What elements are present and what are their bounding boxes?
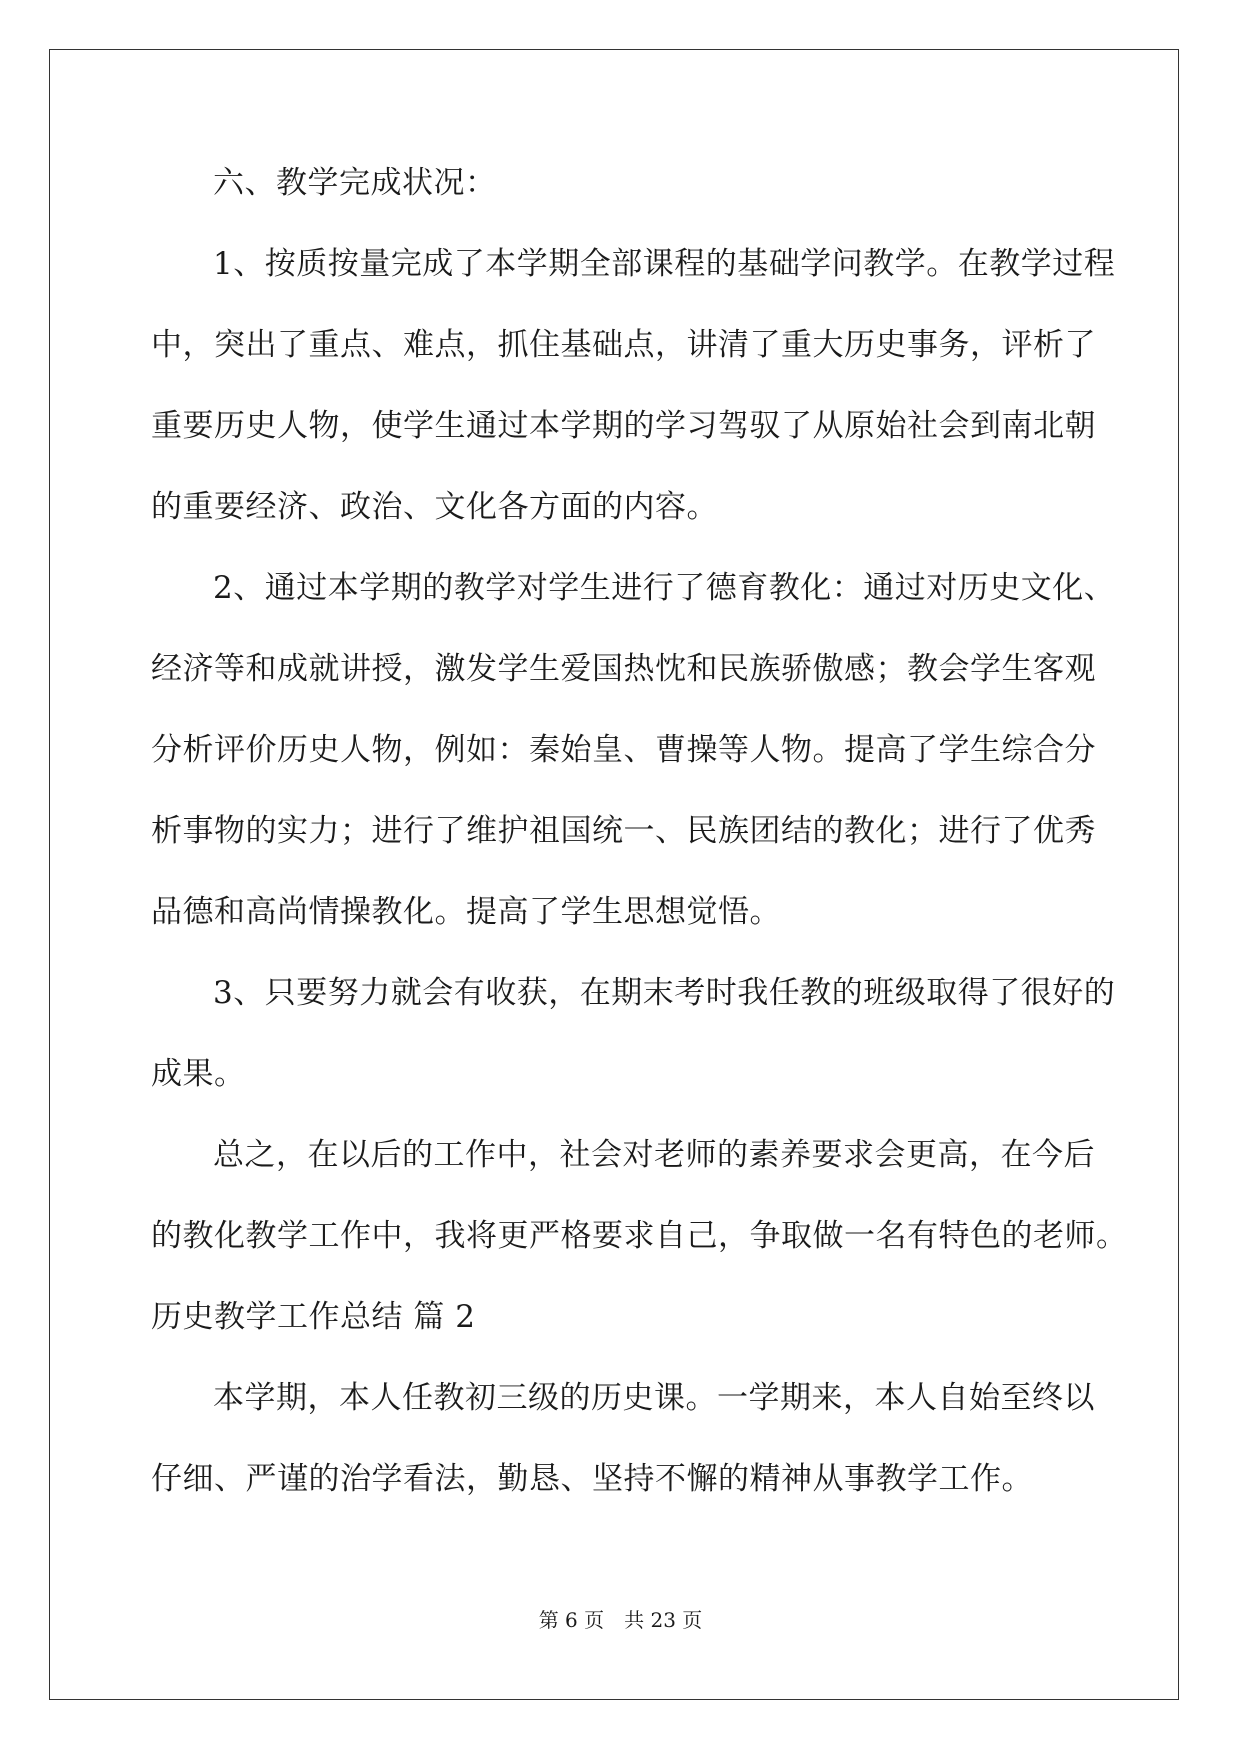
body-line: 分析评价历史人物，例如：秦始皇、曹操等人物。提高了学生综合分 <box>151 732 1096 768</box>
body-line: 经济等和成就讲授，激发学生爱国热忱和民族骄傲感；教会学生客观 <box>151 651 1096 687</box>
section-heading: 历史教学工作总结 篇 2 <box>151 1299 476 1335</box>
body-line: 的重要经济、政治、文化各方面的内容。 <box>151 489 718 525</box>
body-line: 的教化教学工作中，我将更严格要求自己，争取做一名有特色的老师。 <box>151 1218 1128 1254</box>
body-line: 析事物的实力；进行了维护祖国统一、民族团结的教化；进行了优秀 <box>151 813 1096 849</box>
body-line: 2、通过本学期的教学对学生进行了德育教化：通过对历史文化、 <box>213 570 1116 606</box>
body-line: 总之，在以后的工作中，社会对老师的素养要求会更高，在今后 <box>213 1137 1095 1173</box>
body-line: 成果。 <box>151 1056 246 1092</box>
body-line: 重要历史人物，使学生通过本学期的学习驾驭了从原始社会到南北朝 <box>151 408 1096 444</box>
body-line: 中，突出了重点、难点，抓住基础点，讲清了重大历史事务，评析了 <box>151 327 1096 363</box>
page-number: 第 6 页 <box>538 1608 605 1632</box>
page-total: 共 23 页 <box>624 1608 703 1632</box>
body-line: 品德和高尚情操教化。提高了学生思想觉悟。 <box>151 894 781 930</box>
body-line: 3、只要努力就会有收获，在期末考时我任教的班级取得了很好的 <box>213 975 1116 1011</box>
body-line: 1、按质按量完成了本学期全部课程的基础学问教学。在教学过程 <box>213 246 1116 282</box>
body-line: 仔细、严谨的治学看法，勤恳、坚持不懈的精神从事教学工作。 <box>151 1461 1033 1497</box>
page-footer <box>0 1604 1241 1633</box>
body-line: 六、教学完成状况： <box>213 165 497 201</box>
body-line: 本学期，本人任教初三级的历史课。一学期来，本人自始至终以 <box>213 1380 1095 1416</box>
document-body <box>151 163 1128 1540</box>
